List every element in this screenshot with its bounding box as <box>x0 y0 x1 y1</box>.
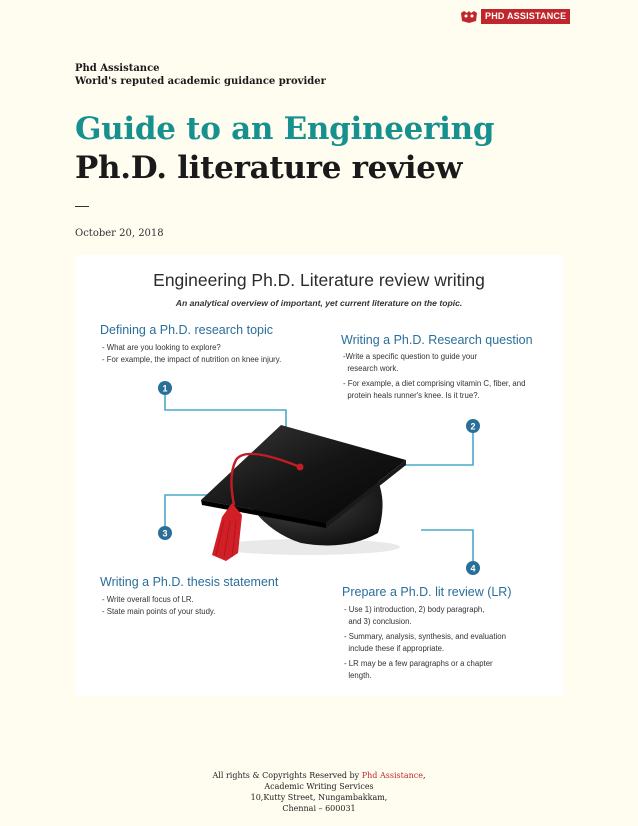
section-4-line-5: - LR may be a few paragraphs or a chapter <box>344 659 493 668</box>
section-4-line-3: - Summary, analysis, synthesis, and evaluation <box>344 632 506 641</box>
brand-name: Phd Assistance <box>75 63 160 74</box>
svg-text:1: 1 <box>162 383 168 394</box>
section-4-heading: Prepare a Ph.D. lit review (LR) <box>342 585 512 599</box>
badge-2 <box>466 419 480 433</box>
infographic-title: Engineering Ph.D. Literature review writing <box>153 270 485 290</box>
section-2-heading: Writing a Ph.D. Research question <box>341 333 533 347</box>
footer-line-2: Academic Writing Services <box>264 782 374 791</box>
section-4-line-4: include these if appropriate. <box>344 644 445 653</box>
section-1-line-1: - What are you looking to explore? <box>102 343 221 352</box>
publish-date: October 20, 2018 <box>75 228 164 239</box>
section-2-line-4: protein heals runner's knee. Is it true?. <box>343 391 480 400</box>
svg-text:4: 4 <box>470 563 476 574</box>
section-3-heading: Writing a Ph.D. thesis statement <box>100 575 279 589</box>
footer-brand-link[interactable]: Phd Assistance <box>361 771 423 780</box>
footer-line-4: Chennai – 600031 <box>282 804 356 813</box>
section-4-line-2: and 3) conclusion. <box>344 617 412 626</box>
footer-rights-line <box>0 770 638 781</box>
section-2-line-3: - For example, a diet comprising vitamin C, fiber, and <box>343 379 526 388</box>
footer-line-3: 10,Kutty Street, Nungambakkam, <box>250 793 388 802</box>
owl-logo-icon <box>459 10 479 24</box>
section-1-line-2: - For example, the impact of nutrition on knee injury. <box>102 355 282 364</box>
section-2-line-1: -Write a specific question to guide your <box>343 352 478 361</box>
footer-rights-prefix: All rights & Copyrights Reserved by <box>212 771 360 780</box>
page-title <box>75 110 494 188</box>
badge-3 <box>158 526 172 540</box>
title-line-2: Ph.D. literature review <box>75 150 463 186</box>
infographic-canvas <box>76 255 563 696</box>
svg-text:2: 2 <box>470 421 476 432</box>
logo-text: PHD ASSISTANCE <box>481 9 570 24</box>
graduation-cap-icon <box>201 425 406 561</box>
badge-1 <box>158 381 172 395</box>
section-2-line-2: research work. <box>343 364 399 373</box>
svg-text:3: 3 <box>162 528 168 539</box>
footer-rights-suffix: , <box>422 771 426 780</box>
section-4-line-1: - Use 1) introduction, 2) body paragraph, <box>344 605 485 614</box>
title-divider <box>75 206 89 207</box>
brand-tagline: World's reputed academic guidance provider <box>75 76 326 87</box>
section-3-line-1: - Write overall focus of LR. <box>102 595 194 604</box>
title-line-1: Guide to an Engineering <box>75 111 495 147</box>
section-3-line-2: - State main points of your study. <box>102 607 216 616</box>
brand-block <box>75 62 326 88</box>
badge-4 <box>466 561 480 575</box>
section-1-heading: Defining a Ph.D. research topic <box>100 323 274 337</box>
infographic-subtitle: An analytical overview of important, yet current literature on the topic. <box>175 298 463 308</box>
infographic <box>76 255 563 696</box>
section-4-line-6: length. <box>344 671 372 680</box>
footer <box>0 770 638 814</box>
phd-assistance-logo[interactable] <box>459 9 570 24</box>
